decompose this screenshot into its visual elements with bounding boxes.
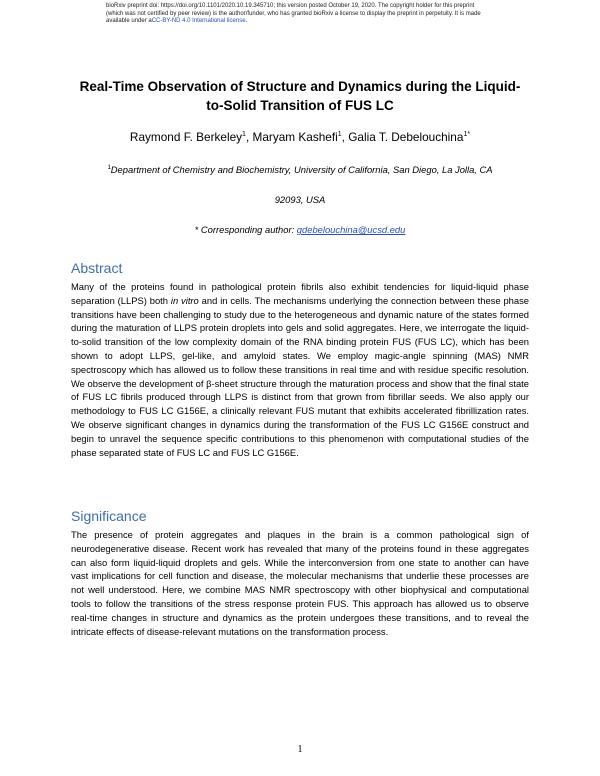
abstract-paragraph: [71, 280, 529, 459]
license-link[interactable]: CC-BY-ND 4.0 International license: [151, 18, 246, 25]
author-separator: ,: [341, 130, 349, 144]
author-name: Galia T. Debelouchina: [348, 130, 464, 144]
author-separator: ,: [245, 130, 253, 144]
abstract-text-part-2: and in cells. The mechanisms underlying the connection between these phase transitions have been challenging to study due to the heterogeneous and dynamic nature of the states formed during the maturation of LLPS protein droplets into gels and solid aggregates. Here, we interrogate the liquid-to-solid transition of the low complexity domain of the RNA binding protein FUS (FUS LC), which has been shown to adopt LLPS, gel-like, and amyloid states. We employ magic-angle spinning (MAS) NMR spectroscopy which has allowed us to follow these transitions in real time and with residue specific resolution. We observe the development of β-sheet structure through the maturation process and show that the final state of FUS LC fibrils produced through LLPS is distinct from that grown from fibrillar seeds. We also apply our methodology to FUS LC G156E, a clinically relevant FUS mutant that exhibits accelerated fibrillization rates. We observe significant changes in dynamics during the transformation of the FUS LC G156E construct and begin to unravel the sequence specific contributions to this phenomenon with computational studies of the phase separated state of FUS LC and FUS LC G156E.: [71, 294, 529, 458]
author-name: Maryam Kashefi: [252, 130, 338, 144]
author-name: Raymond F. Berkeley: [129, 130, 243, 144]
affiliation-mark: 1: [107, 164, 111, 171]
affiliation-text: Department of Chemistry and Biochemistry, University of California, San Diego, La Jolla, CA: [110, 164, 493, 175]
header-line-1: bioRxiv preprint doi: https://doi.org/10.1101/2020.10.19.345710; this version posted October 19, 2020. The copyright holder for this preprint: [106, 3, 475, 9]
title-line-2: to-Solid Transition of FUS LC: [206, 98, 394, 113]
author-affiliation-mark: 1*: [463, 131, 471, 139]
paper-title: [60, 77, 540, 115]
abstract-text-part-1: Many of the proteins found in pathological protein fibrils also exhibit tendencies for liquid-liquid phase separation (LLPS) both: [71, 281, 529, 306]
title-line-1: Real-Time Observation of Structure and Dynamics during the Liquid-: [79, 79, 521, 94]
corresponding-author: [0, 224, 600, 235]
page-number: 1: [297, 744, 303, 755]
header-line-3-suffix: .: [245, 18, 248, 25]
corresponding-label: * Corresponding author:: [194, 224, 297, 235]
preprint-header: [106, 3, 506, 26]
header-line-3: [106, 18, 506, 26]
header-line-3-prefix: available under a: [106, 18, 152, 25]
affiliation-zip: 92093, USA: [274, 194, 326, 205]
author-list: [0, 130, 600, 144]
author-affiliation-mark: 1: [242, 131, 246, 139]
abstract-heading: Abstract: [71, 260, 123, 276]
abstract-italic-term: in vitro: [170, 294, 199, 306]
significance-heading: Significance: [71, 508, 147, 524]
significance-paragraph: The presence of protein aggregates and plaques in the brain is a common pathological sign of neurodegenerative disease. Recent work has revealed that many of the proteins found in these aggregates can also form liquid-liquid droplets and gels. While the interconversion from one state to another can have vast implications for cell function and disease, the molecular mechanisms that underlie these processes are not well understood. Here, we combine MAS NMR spectroscopy with other biophysical and computational tools to follow the transitions of the stress response protein FUS. This approach has allowed us to observe real-time changes in structure and dynamics as the protein undergoes these transitions, and to reveal the intricate effects of disease-relevant mutations on the transformation process.: [71, 529, 529, 637]
author-affiliation-mark: 1: [337, 131, 342, 139]
affiliation: [40, 164, 560, 175]
header-line-2: (which was not certified by peer review) is the author/funder, who has granted bioRxiv a license to display the preprint in perpetuity. It is made: [106, 10, 481, 17]
corresponding-email-link[interactable]: gdebelouchina@ucsd.edu: [296, 224, 406, 235]
